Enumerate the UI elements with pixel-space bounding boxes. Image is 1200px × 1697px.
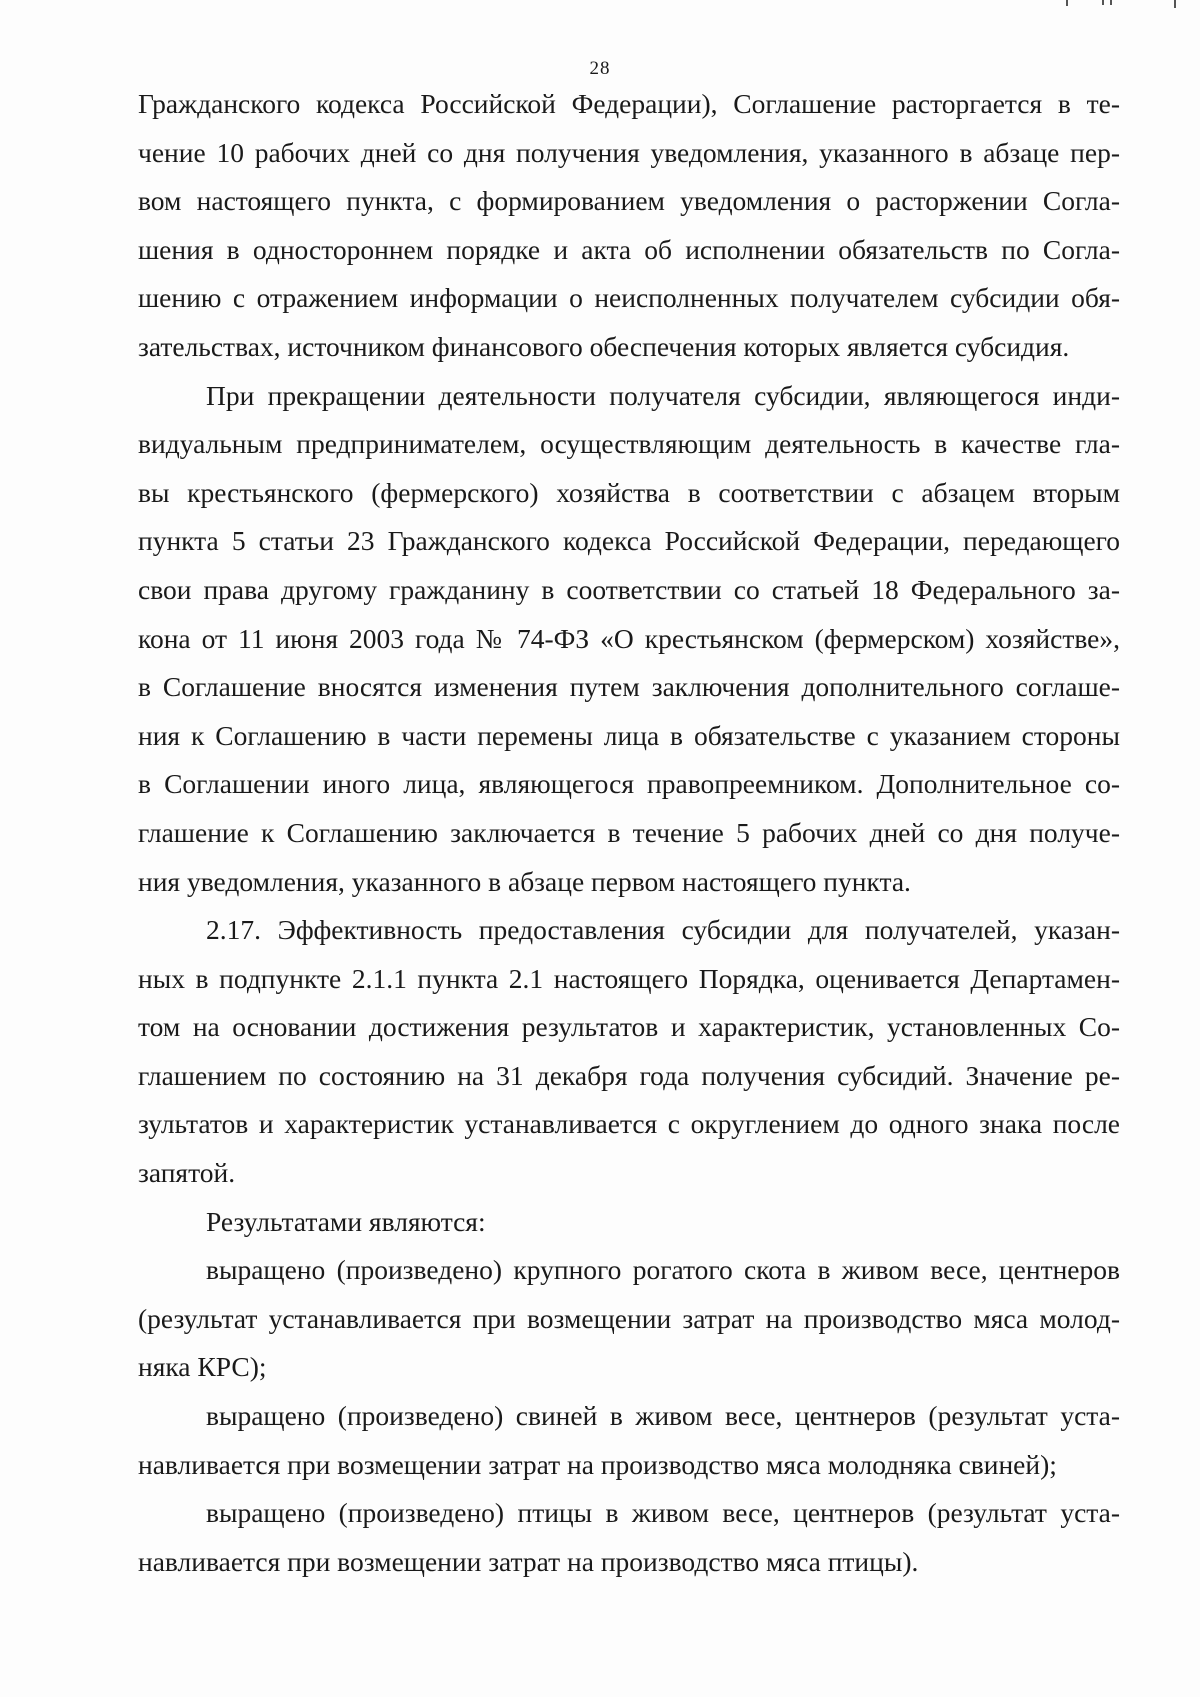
text-line: (результат устанавливается при возмещении затрат на производство мяса молод- [138,1302,1120,1334]
text-line: шению с отражением информации о неисполненных получателем субсидии обя- [138,282,1120,314]
text-line: выращено (произведено) птицы в живом весе, центнеров (результат уста- [206,1497,1120,1529]
text-line: выращено (произведено) свиней в живом весе, центнеров (результат уста- [206,1400,1120,1432]
text-line: ния уведомления, указанного в абзаце первом настоящего пункта. [138,865,911,897]
text-line: чение 10 рабочих дней со дня получения уведомления, указанного в абзаце пер- [138,136,1120,168]
text-line: Гражданского кодекса Российской Федерации), Соглашение расторгается в те- [138,88,1120,119]
text-line: навливается при возмещении затрат на производство мяса молодняка свиней); [138,1448,1057,1480]
text-line: в Соглашении иного лица, являющегося правопреемником. Дополнительное со- [138,768,1120,800]
document-text [138,80,1120,1586]
text-line: ных в подпункте 2.1.1 пункта 2.1 настоящего Порядка, оценивается Департамен- [138,962,1120,994]
text-line: няка КРС); [138,1351,267,1383]
text-line: выращено (произведено) крупного рогатого скота в живом весе, центнеров [206,1254,1120,1286]
paragraph [138,1392,1120,1489]
text-line: Результатами являются: [206,1205,486,1237]
text-line: зультатов и характеристик устанавливается с округлением до одного знака после [138,1108,1120,1140]
paragraph [138,1246,1120,1392]
text-line: пункта 5 статьи 23 Гражданского кодекса Российской Федерации, передающего [138,525,1120,557]
paragraph [138,1489,1120,1586]
text-line: 2.17. Эффективность предоставления субсидии для получателей, указан- [206,914,1120,946]
text-line: При прекращении деятельности получателя субсидии, являющегося инди- [206,379,1120,411]
text-line: видуальным предпринимателем, осуществляющим деятельность в качестве гла- [138,428,1120,460]
paragraph [138,80,1120,372]
scan-edge-marks [1062,0,1182,8]
text-line: свои права другому гражданину в соответствии со статьей 18 Федерального за- [138,573,1120,605]
text-line: шения в одностороннем порядке и акта об исполнении обязательств по Согла- [138,233,1120,265]
paragraph [138,1198,1120,1247]
text-line: кона от 11 июня 2003 года № 74-ФЗ «О крестьянском (фермерском) хозяйстве», [138,622,1120,654]
paragraph [138,906,1120,1198]
text-line: в Соглашение вносятся изменения путем заключения дополнительного соглаше- [138,671,1120,703]
text-line: запятой. [138,1157,236,1189]
paragraph [138,372,1120,907]
text-line: том на основании достижения результатов и характеристик, установленных Со- [138,1011,1120,1043]
text-line: глашением по состоянию на 31 декабря года получения субсидий. Значение ре- [138,1059,1120,1091]
text-line: глашение к Соглашению заключается в течение 5 рабочих дней со дня получе- [138,816,1120,848]
text-line: вом настоящего пункта, с формированием уведомления о расторжении Согла- [138,185,1120,217]
page-number: 28 [589,58,611,79]
text-line: вы крестьянского (фермерского) хозяйства в соответствии с абзацем вторым [138,476,1120,508]
text-line: ния к Соглашению в части перемены лица в обязательстве с указанием стороны [138,719,1120,751]
text-line: навливается при возмещении затрат на производство мяса птицы). [138,1545,919,1577]
text-line: зательствах, источником финансового обеспечения которых является субсидия. [138,330,1070,362]
